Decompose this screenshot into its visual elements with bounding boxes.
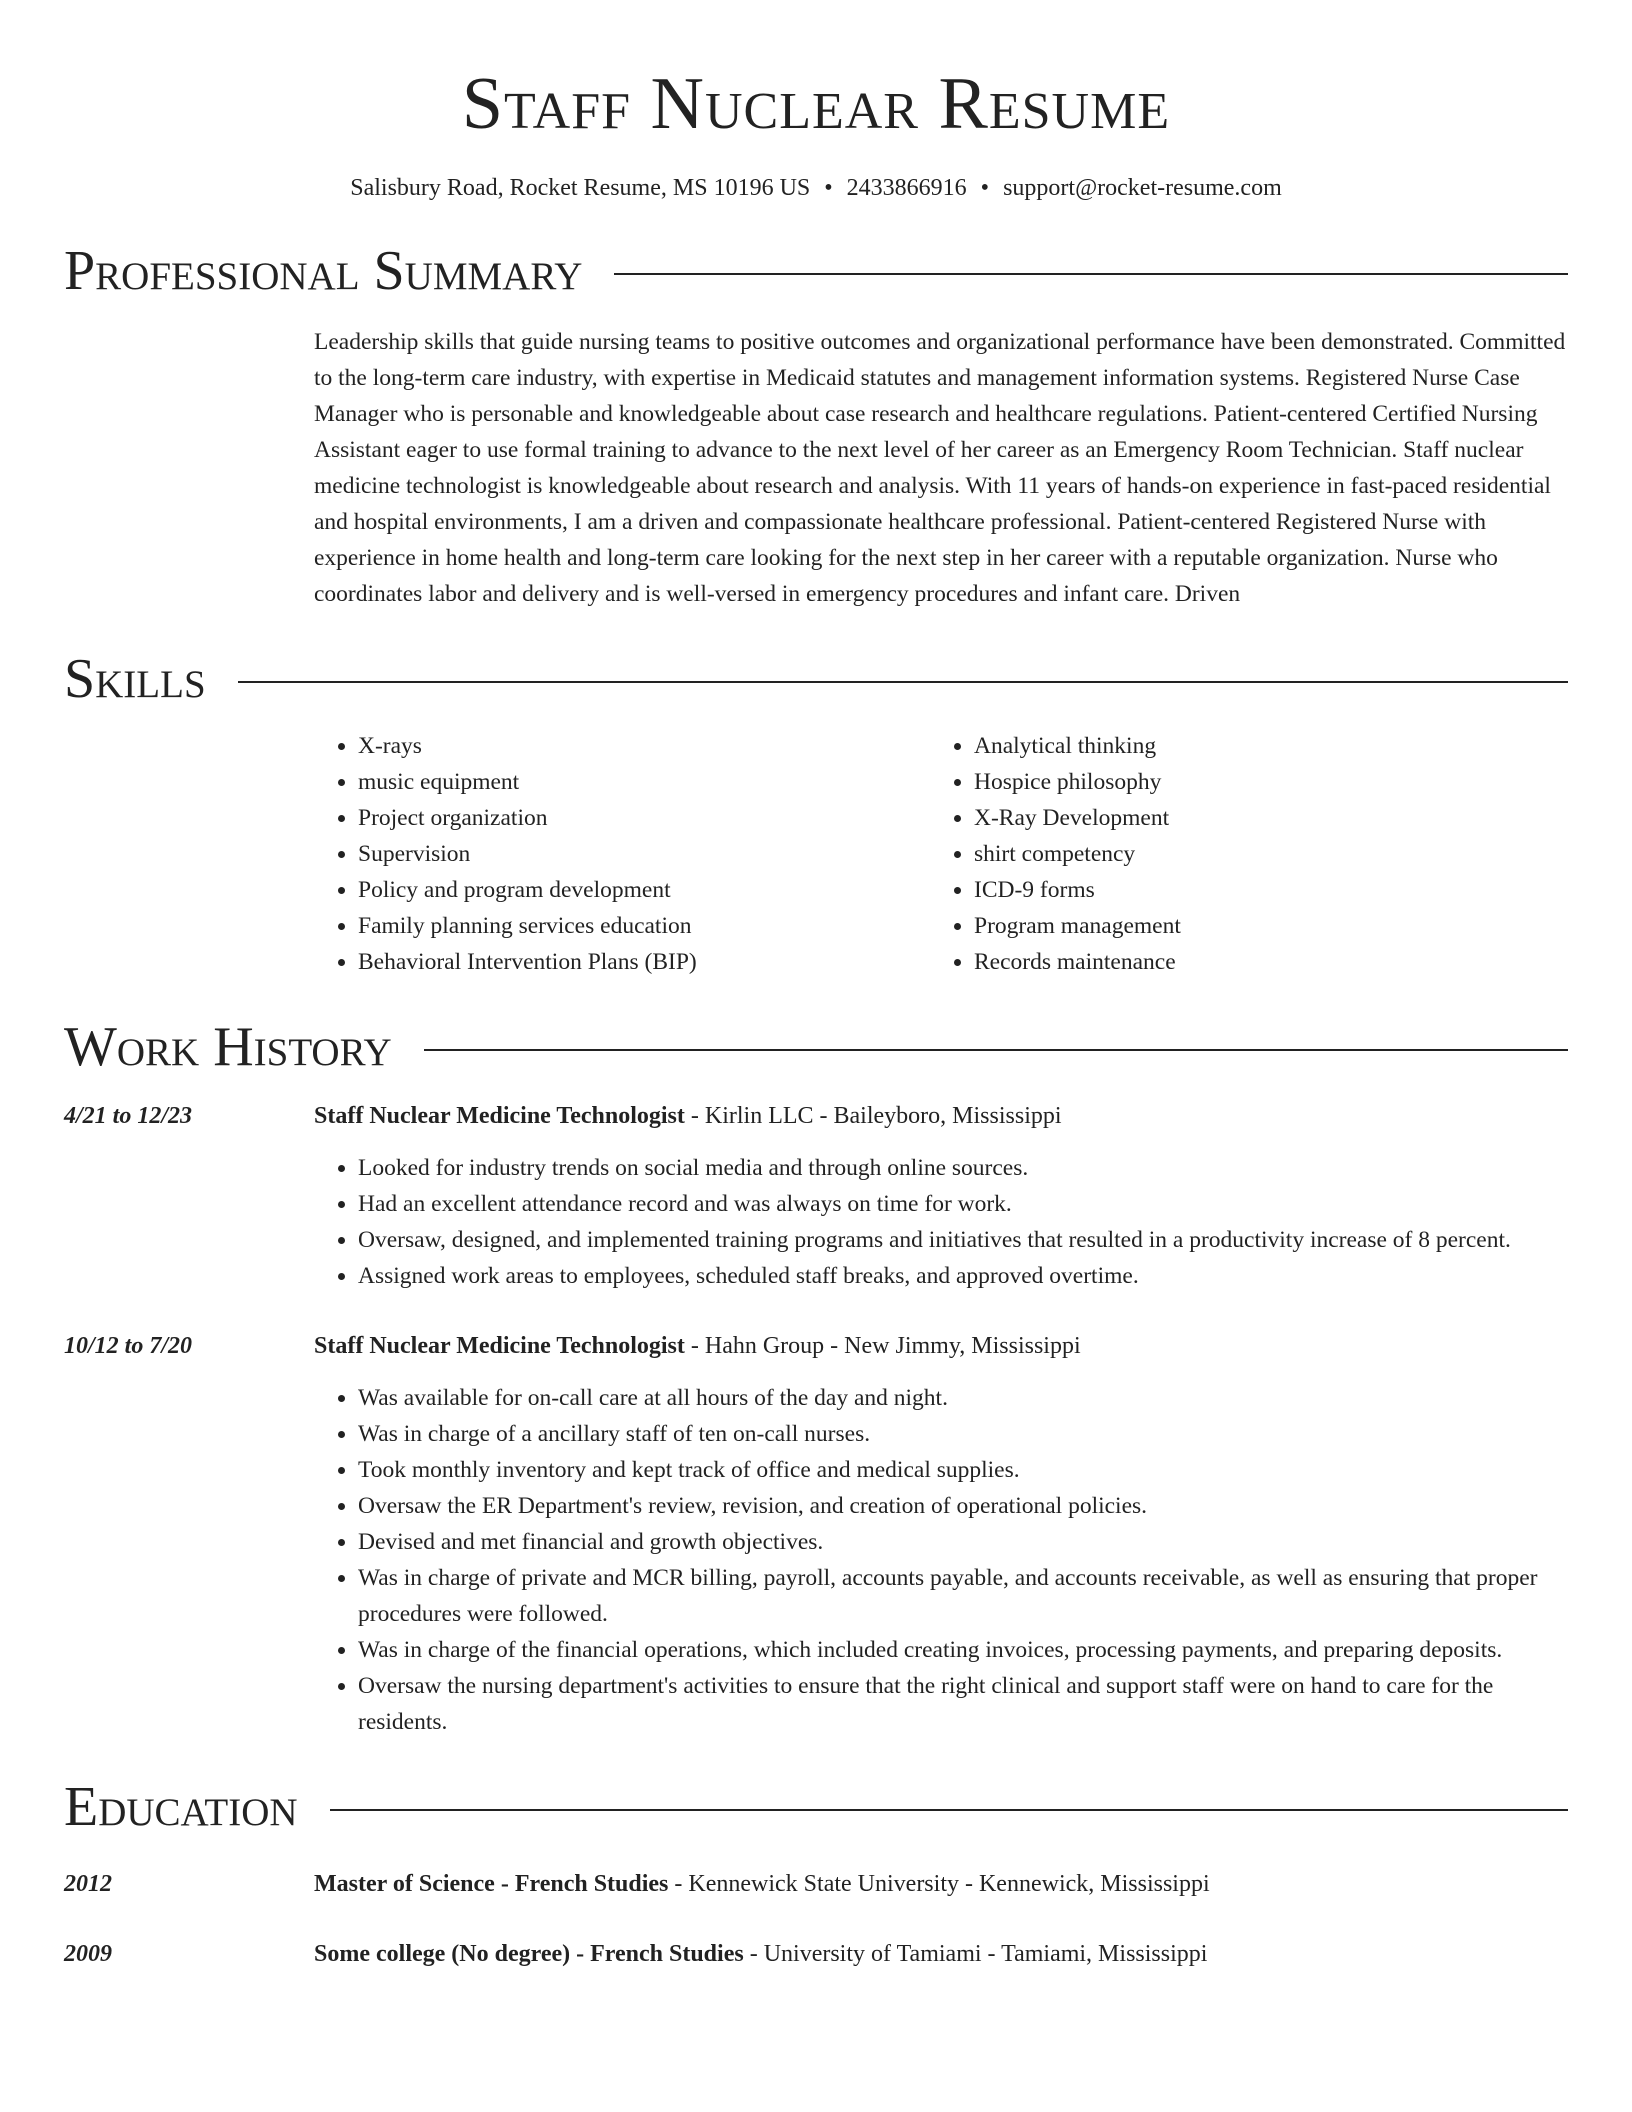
contact-separator: •: [980, 175, 990, 201]
education-date: 2009: [64, 1941, 112, 1967]
education-entry: [64, 1936, 1568, 1972]
job-entry: [64, 1098, 1568, 1294]
job-title: Staff Nuclear Medicine Technologist: [314, 1333, 685, 1359]
education-body: [314, 1936, 1207, 1972]
skill-item: • Analytical thinking: [974, 728, 1546, 764]
job-bullet: • Was in charge of private and MCR billing, payroll, accounts payable, and accounts receivable, as well as ensuring that proper procedures were followed.: [358, 1560, 1568, 1632]
section-divider: [238, 681, 1568, 683]
education-date: 2012: [64, 1871, 112, 1897]
skill-item: • ICD-9 forms: [974, 872, 1546, 908]
work-section-header: [64, 1014, 1568, 1080]
job-bullets: [314, 1150, 1568, 1294]
job-date: 4/21 to 12/23: [64, 1103, 193, 1129]
job-bullet: • Took monthly inventory and kept track of office and medical supplies.: [358, 1452, 1568, 1488]
job-body: [314, 1328, 1568, 1740]
skill-item: • Program management: [974, 908, 1546, 944]
skill-item: • X-Ray Development: [974, 800, 1546, 836]
skill-item: • Project organization: [358, 800, 930, 836]
job-bullet: • Devised and met financial and growth objectives.: [358, 1524, 1568, 1560]
job-bullet: • Oversaw, designed, and implemented training programs and initiatives that resulted in a productivity increase of 8 percent.: [358, 1222, 1568, 1258]
skill-item: • Family planning services education: [358, 908, 930, 944]
section-divider: [424, 1049, 1568, 1051]
skill-item: • shirt competency: [974, 836, 1546, 872]
contact-line: [64, 172, 1568, 204]
job-title: Staff Nuclear Medicine Technologist: [314, 1103, 685, 1129]
job-bullet: • Oversaw the nursing department's activities to ensure that the right clinical and support staff were on hand to care for the residents.: [358, 1668, 1568, 1740]
job-employer: - Kirlin LLC - Baileyboro, Mississippi: [684, 1103, 1062, 1129]
job-title-line: [314, 1098, 1568, 1134]
job-bullet: • Had an excellent attendance record and was always on time for work.: [358, 1186, 1568, 1222]
skills-column-left: [314, 728, 930, 980]
contact-separator: •: [824, 175, 833, 201]
education-school: - Kennewick State University - Kennewick, Mississippi: [668, 1871, 1210, 1897]
job-bullet: • Was in charge of a ancillary staff of ten on-call nurses.: [358, 1416, 1568, 1452]
skill-item: • Hospice philosophy: [974, 764, 1546, 800]
job-bullet: • Was in charge of the financial operations, which included creating invoices, processing payments, and preparing deposits.: [358, 1632, 1568, 1668]
education-degree: Some college (No degree) - French Studies: [314, 1941, 744, 1967]
job-entry: [64, 1328, 1568, 1740]
education-entry: [64, 1866, 1568, 1902]
job-body: [314, 1098, 1568, 1294]
contact-address: Salisbury Road, Rocket Resume, MS 10196 US: [350, 175, 811, 201]
work-heading: Work History: [64, 1016, 392, 1078]
job-bullet: • Was available for on-call care at all hours of the day and night.: [358, 1380, 1568, 1416]
skills-column-right: [930, 728, 1546, 980]
section-divider: [614, 273, 1568, 275]
summary-heading: Professional Summary: [64, 240, 583, 302]
skill-item: • Records maintenance: [974, 944, 1546, 980]
summary-section-header: [64, 238, 1568, 304]
job-date: 10/12 to 7/20: [64, 1333, 193, 1359]
education-section-header: [64, 1774, 1568, 1840]
education-body: [314, 1866, 1210, 1902]
education-degree: Master of Science - French Studies: [314, 1871, 669, 1897]
skill-item: • Behavioral Intervention Plans (BIP): [358, 944, 930, 980]
skill-item: • Policy and program development: [358, 872, 930, 908]
skills-heading: Skills: [64, 648, 206, 710]
education-school: - University of Tamiami - Tamiami, Mississippi: [743, 1941, 1208, 1967]
education-heading: Education: [64, 1776, 298, 1838]
contact-phone: 2433866916: [846, 175, 967, 201]
skill-item: • music equipment: [358, 764, 930, 800]
skill-item: • Supervision: [358, 836, 930, 872]
job-bullet: • Assigned work areas to employees, scheduled staff breaks, and approved overtime.: [358, 1258, 1568, 1294]
skills-list: [314, 728, 1568, 980]
resume-page: [64, 0, 1568, 1972]
job-employer: - Hahn Group - New Jimmy, Mississippi: [684, 1333, 1081, 1359]
job-title-line: [314, 1328, 1568, 1364]
job-bullet: • Looked for industry trends on social media and through online sources.: [358, 1150, 1568, 1186]
skills-section-header: [64, 646, 1568, 712]
skill-item: • X-rays: [358, 728, 930, 764]
resume-title: Staff Nuclear Resume: [461, 63, 1171, 145]
section-divider: [330, 1809, 1568, 1811]
contact-email: support@rocket-resume.com: [1003, 175, 1282, 201]
summary-text: Leadership skills that guide nursing teams to positive outcomes and organizational performance have been demonstrated. Committed to the long-term care industry, with expertise in Medicaid statutes and management information systems. Registered Nurse Case Manager who is personable and knowledgeable about case research and healthcare regulations. Patient-centered Certified Nursing Assistant eager to use formal training to advance to the next level of her career as an Emergency Room Technician. Staff nuclear medicine technologist is knowledgeable about research and analysis. With 11 years of hands-on experience in fast-paced residential and hospital environments, I am a driven and compassionate healthcare professional. Patient-centered Registered Nurse with experience in home health and long-term care looking for the next step in her career with a reputable organization. Nurse who coordinates labor and delivery and is well-versed in emergency procedures and infant care. Driven: [314, 329, 1566, 607]
job-bullets: [314, 1380, 1568, 1740]
job-bullet: • Oversaw the ER Department's review, revision, and creation of operational policies.: [358, 1488, 1568, 1524]
